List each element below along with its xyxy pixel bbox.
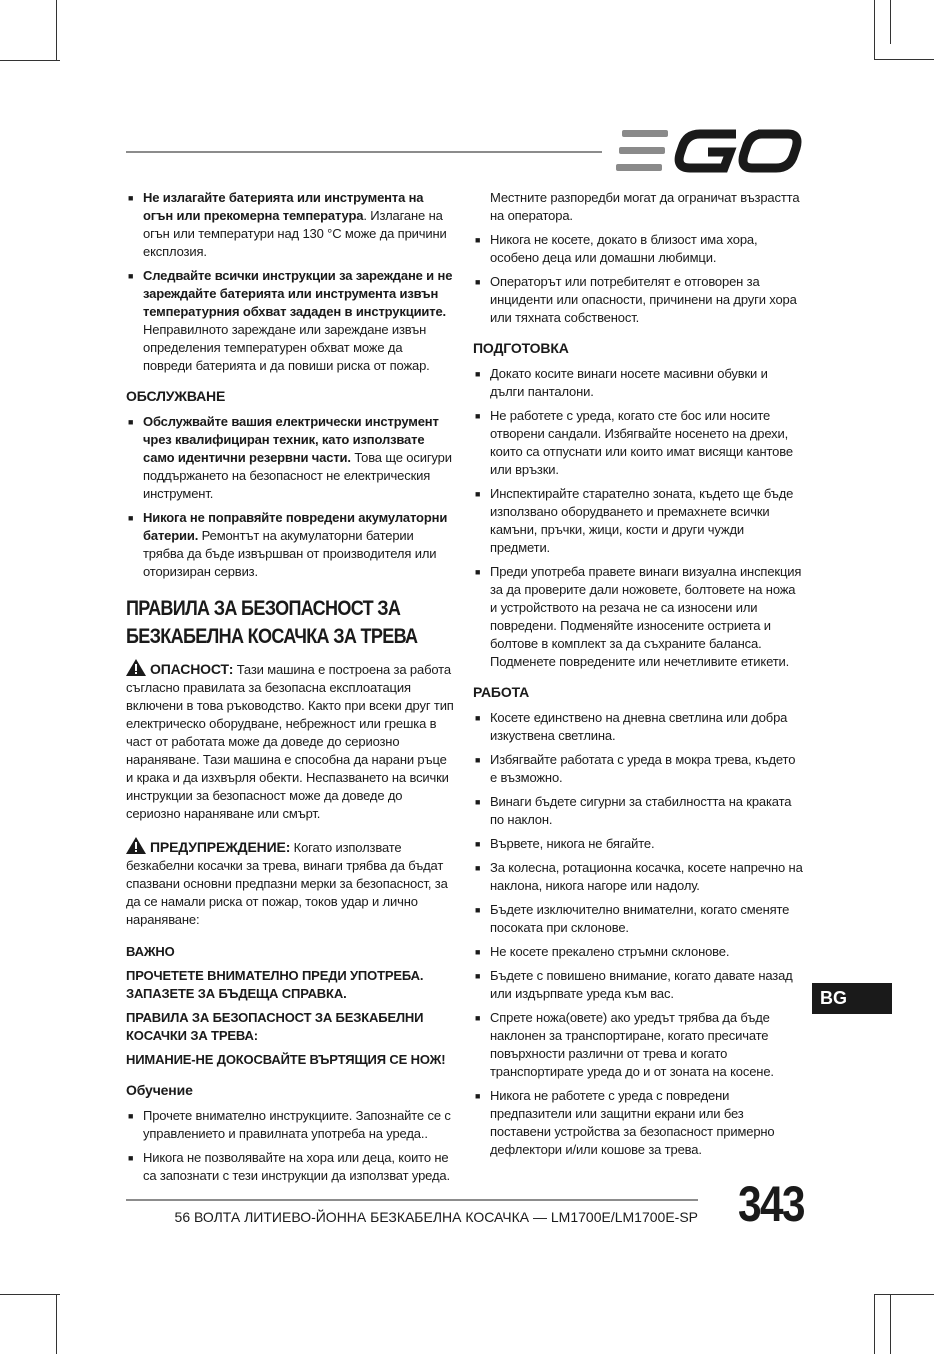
- danger-notice: ОПАСНОСТ: Тази машина е построена за работа съгласно правилата за безопасна експлоатация включени в това ръководство. Както при всеки друг тип електрическо оборудване, небрежност или грешка в част от работата може да доведе до сериозно нараняване. Тази машина е способна да нарани ръце и крака и да изхвърля обекти. Неспазването на всички инструкции за безопасност може да доведе до сериозно нараняване или смърт.: [126, 661, 454, 821]
- crop-mark: [874, 59, 934, 60]
- list-item: ■ За колесна, ротационна косачка, косете напречно на наклона, никога нагоре или надолу.: [475, 860, 803, 893]
- list-item: ■ Никога не позволявайте на хора или деца, които не са запознати с тези инструкции да използват уреда.: [128, 1150, 450, 1183]
- list-item: ■ Вървете, никога не бягайте.: [475, 836, 655, 851]
- safety-rules-title: ПРАВИЛА ЗА БЕЗОПАСНОСТ ЗА БЕЗКАБЕЛНА КОСАЧКА ЗА ТРЕВА: [126, 597, 418, 648]
- section-heading-training: Обучение: [126, 1082, 193, 1098]
- list-item: ■ Следвайте всички инструкции за зареждане и не зареждайте батерията или инструмента извън температурния обхват зададен в инструкциите. Неправилното зареждане или зареждане извън определения температурен обхват може да повреди батерията и да повиши риска от пожар.: [128, 268, 453, 373]
- list-item: ■ Избягвайте работата с уреда в мокра трева, където е възможно.: [475, 752, 796, 785]
- right-column: [473, 189, 803, 1165]
- footer-product-title: 56 ВОЛТА ЛИТИЕВО-ЙОННА БЕЗКАБЕЛНА КОСАЧКА — LM1700E/LM1700E-SP: [174, 1209, 698, 1225]
- crop-mark: [0, 60, 60, 61]
- list-item: ■ Бъдете изключително внимателни, когато сменяте посоката при склонове.: [475, 902, 790, 935]
- list-item: ■ Инспектирайте старателно зоната, където ще бъде използвано оборудването и премахнете всички камъни, пръчки, жици, кости и други чужди предмети.: [475, 486, 794, 555]
- list-item: ■ Косете единствено на дневна светлина или добра изкуствена светлина.: [475, 710, 788, 743]
- important-notice: ПРАВИЛА ЗА БЕЗОПАСНОСТ ЗА БЕЗКАБЕЛНИ КОСАЧКИ ЗА ТРЕВА:: [126, 1010, 424, 1043]
- language-tab: BG: [812, 983, 892, 1014]
- warning-triangle-icon: [126, 659, 146, 676]
- list-item: ■ Прочете внимателно инструкциите. Запознайте се с управлението и правилната употреба на уреда..: [128, 1108, 451, 1141]
- page-number: 343: [738, 1176, 804, 1232]
- left-column: [126, 189, 454, 1191]
- crop-mark: [874, 0, 875, 60]
- section-heading-service: ОБСЛУЖВАНЕ: [126, 388, 226, 404]
- list-item: ■ Не косете прекалено стръмни склонове.: [475, 944, 730, 959]
- section-heading-preparation: ПОДГОТОВКА: [473, 340, 569, 356]
- warning-notice: ПРЕДУПРЕЖДЕНИЕ: Когато използвате безкабелни косачки за трева, винаги трябва да бъдат спазвани основни предпазни мерки за безопасност, за да се намали риска от пожар, токов удар и лично нараняване:: [126, 839, 448, 927]
- list-item: ■ Обслужвайте вашия електрически инструмент чрез квалифициран техник, като използвате само идентични резервни части. Това ще осигури поддържането на безопасност не електрическия инструмент.: [128, 414, 452, 501]
- list-item: ■ Бъдете с повишено внимание, когато давате назад или издърпвате уреда към вас.: [475, 968, 793, 1001]
- list-item: ■ Докато косите винаги носете масивни обувки и дълги панталони.: [475, 366, 768, 399]
- list-item: ■ Не излагайте батерията или инструмента на огън или прекомерна температура. Излагане на огън или температури над 130 °C може да причини експлозия.: [128, 190, 447, 259]
- crop-mark: [874, 1294, 875, 1354]
- crop-mark: [874, 1294, 934, 1295]
- list-item: ■ Никога не косете, докато в близост има хора, особено деца или домашни любимци.: [475, 232, 758, 265]
- section-heading-operation: РАБОТА: [473, 684, 530, 700]
- important-notice: НИМАНИЕ-НЕ ДОКОСВАЙТЕ ВЪРТЯЩИЯ СЕ НОЖ!: [126, 1052, 446, 1067]
- list-item: ■ Никога не поправяйте повредени акумулаторни батерии. Ремонтът на акумулаторни батерии трябва да бъде извършван от производителя или оторизиран сервиз.: [128, 510, 448, 579]
- crop-mark: [56, 0, 57, 60]
- crop-mark: [0, 1294, 60, 1295]
- list-item: ■ Винаги бъдете сигурни за стабилността на краката по наклон.: [475, 794, 792, 827]
- list-item: ■ Преди употреба правете винаги визуална инспекция за да проверите дали ножовете, болтовете на ножа и устройството на резача не са износени или повредени. Подменяйте износените остриета и болтове в комплект за да съхраните баланса. Подменете повредените или нечетливите етикети.: [475, 564, 802, 669]
- warning-triangle-icon: [126, 837, 146, 854]
- list-item: ■ Не работете с уреда, когато сте бос или носите отворени сандали. Избягвайте носенето на дрехи, които са отпуснати или които имат висящи кантове или връзки.: [475, 408, 793, 477]
- crop-mark: [890, 0, 891, 44]
- list-item: ■ Спрете ножа(овете) ако уредът трябва да бъде наклонен за транспортиране, когато пресичате повърхности различни от трева и когато транспортирате уреда до и от зоната на косене.: [475, 1010, 774, 1079]
- list-item: ■ Операторът или потребителят е отговорен за инциденти или опасности, причинени на други хора или тяхната собственост.: [475, 274, 797, 325]
- list-item-continuation: Местните разпоредби могат да ограничат възрастта на оператора.: [490, 190, 800, 223]
- ego-logo: [616, 128, 802, 174]
- crop-mark: [56, 1294, 57, 1354]
- list-item: ■ Никога не работете с уреда с повредени предпазители или защитни екрани или без поставени устройства за безопасност примерно дефлектори и/или кошове за трева.: [475, 1088, 775, 1157]
- important-notice: ПРОЧЕТЕТЕ ВНИМАТЕЛНО ПРЕДИ УПОТРЕБА. ЗАПАЗЕТЕ ЗА БЪДЕЩА СПРАВКА.: [126, 968, 424, 1001]
- important-heading: ВАЖНО: [126, 944, 175, 959]
- header-rule: [126, 151, 602, 153]
- crop-mark: [890, 1294, 891, 1354]
- footer-rule: [126, 1199, 698, 1201]
